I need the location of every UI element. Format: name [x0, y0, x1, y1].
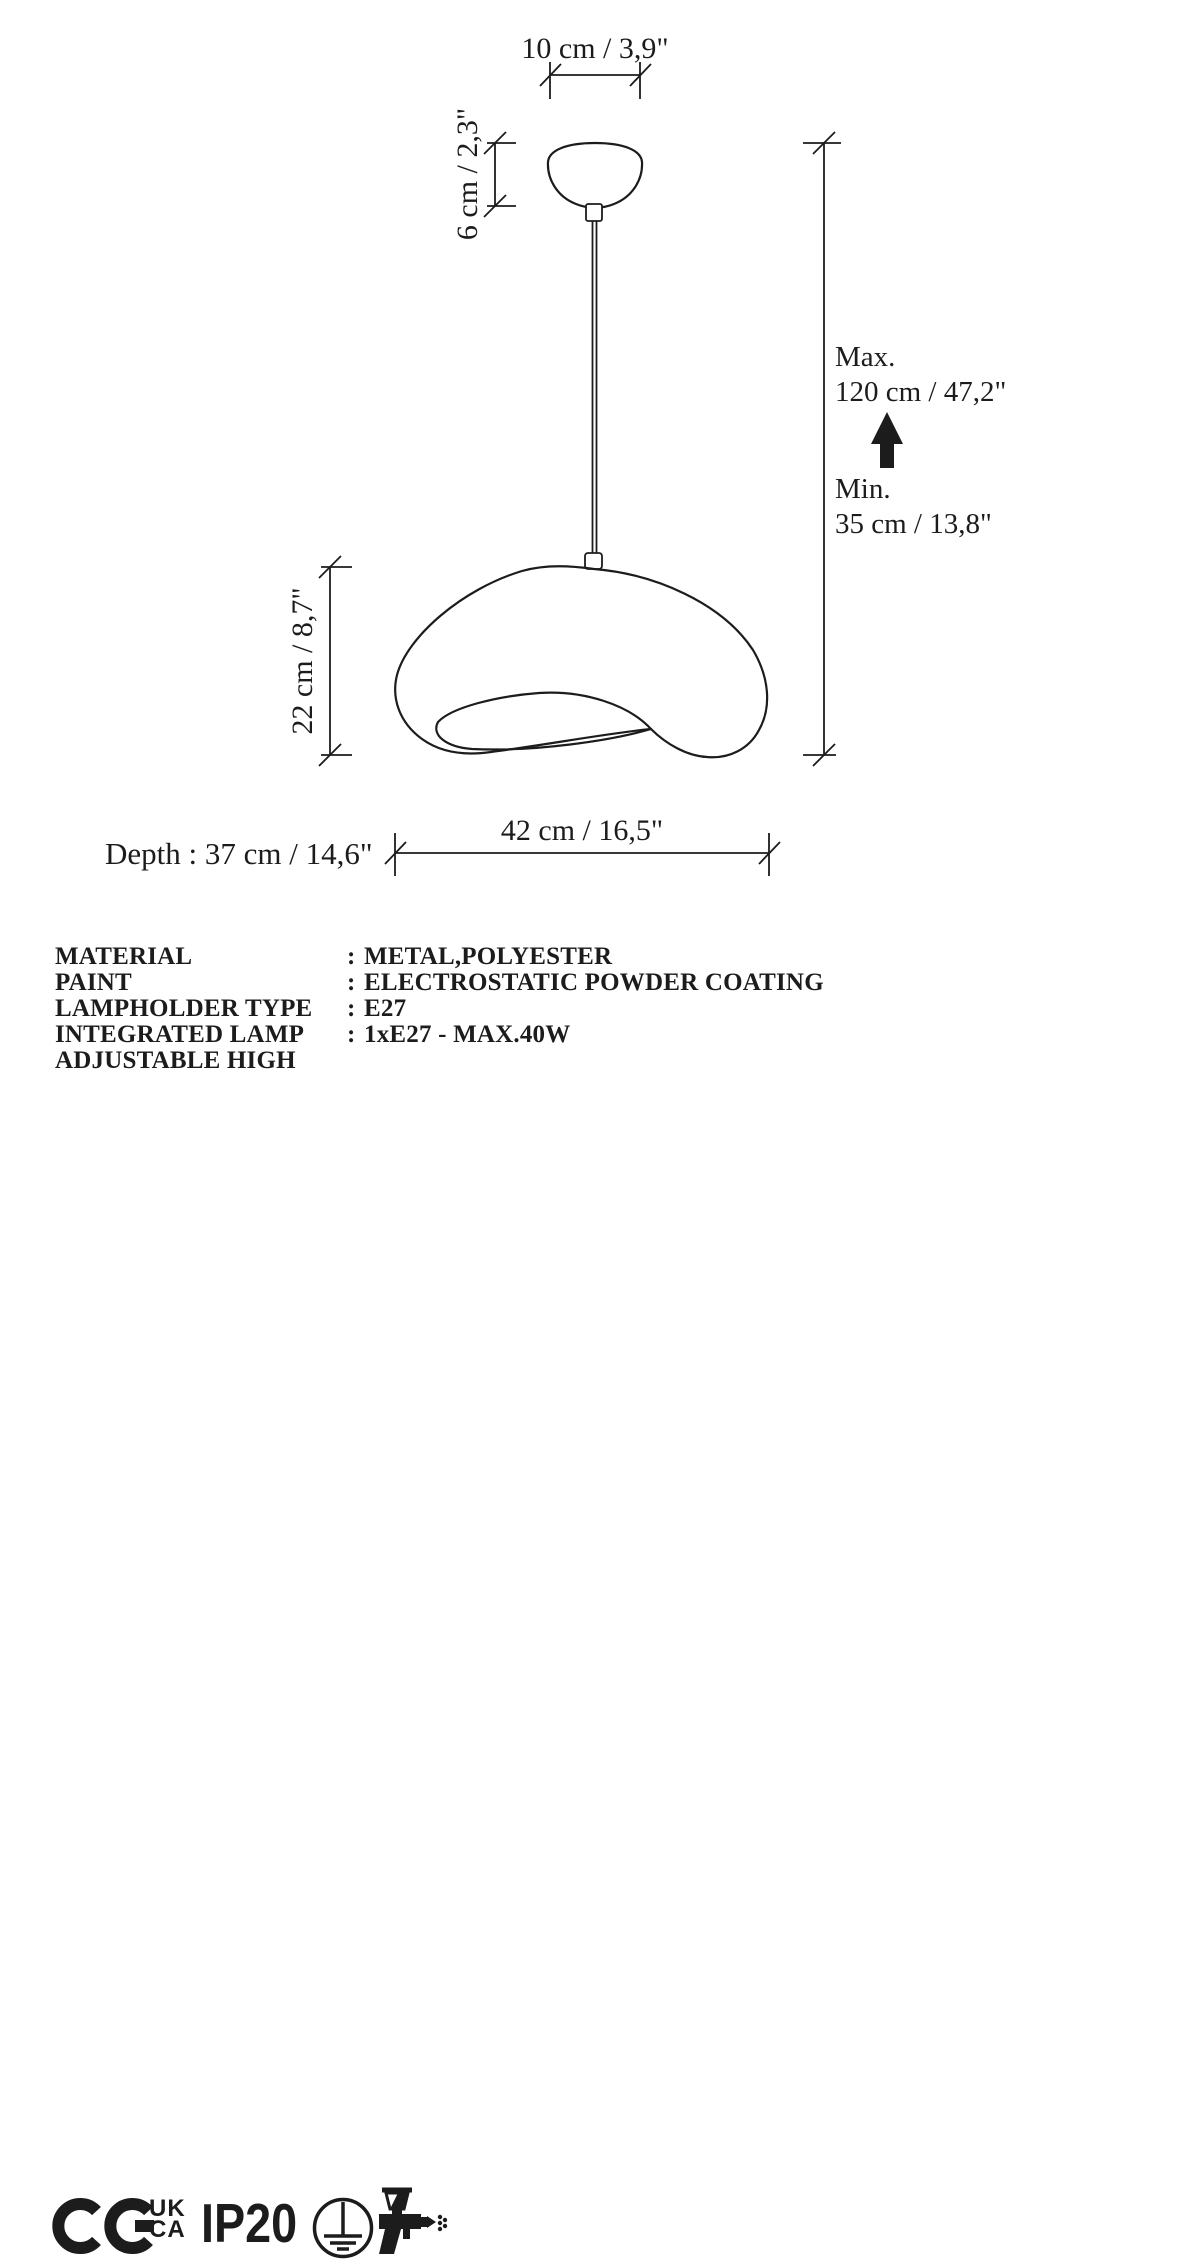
spec-label: LAMPHOLDER TYPE	[55, 995, 313, 1022]
dimension-canopy-width	[521, 32, 668, 99]
spec-value: METAL,POLYESTER	[364, 943, 613, 970]
spec-label: MATERIAL	[55, 943, 193, 970]
depth-label: Depth : 37 cm / 14,6"	[105, 836, 373, 871]
ip-rating-label: IP20	[201, 2192, 298, 2254]
shade-fold-curve	[436, 693, 651, 750]
canopy-nipple	[586, 204, 602, 221]
spec-table	[55, 944, 855, 1074]
dimension-hanging-height	[803, 132, 1006, 766]
shade-width-label: 42 cm / 16,5"	[500, 814, 664, 847]
min-height-value: 35 cm / 13,8"	[835, 508, 992, 540]
shade-outline	[395, 566, 767, 757]
lamp-diagram	[0, 0, 1200, 920]
ceiling-canopy	[548, 143, 642, 221]
spec-value	[364, 1048, 855, 1074]
spec-label: ADJUSTABLE HIGH	[55, 1047, 296, 1074]
ce-mark-icon	[58, 2196, 162, 2256]
max-label: Max.	[835, 341, 896, 373]
ukca-mark	[149, 2195, 186, 2243]
spray-paint-gun-icon	[378, 2186, 456, 2266]
spec-value: E27	[364, 995, 407, 1022]
ukca-bottom: CA	[149, 2216, 186, 2243]
shade-connector	[585, 553, 602, 569]
min-label: Min.	[835, 473, 891, 505]
canopy-height-label: 6 cm / 2,3"	[451, 107, 484, 241]
spec-separator: :	[347, 1021, 356, 1048]
dimension-canopy-height	[451, 108, 516, 240]
certification-row	[0, 1090, 1200, 2254]
ukca-top: UK	[149, 2195, 186, 2222]
spec-value: ELECTROSTATIC POWDER COATING	[364, 969, 824, 996]
shade-height-label: 22 cm / 8,7"	[286, 587, 319, 735]
up-arrow-icon	[871, 412, 903, 468]
dimension-shade-height	[286, 556, 352, 766]
protective-earth-icon	[311, 2196, 375, 2260]
suspension-cable	[585, 221, 602, 569]
spec-separator: :	[347, 995, 356, 1022]
spec-label: INTEGRATED LAMP	[55, 1021, 305, 1048]
lamp-shade	[395, 566, 767, 757]
max-height-value: 120 cm / 47,2"	[835, 376, 1007, 408]
dimension-shade-width	[385, 814, 780, 876]
spec-value: 1xE27 - MAX.40W	[364, 1021, 571, 1048]
canopy-width-label: 10 cm / 3,9"	[521, 32, 669, 65]
spec-separator	[347, 1048, 364, 1074]
spec-separator: :	[347, 969, 356, 996]
spec-label: PAINT	[55, 969, 132, 996]
spec-separator: :	[347, 943, 356, 970]
